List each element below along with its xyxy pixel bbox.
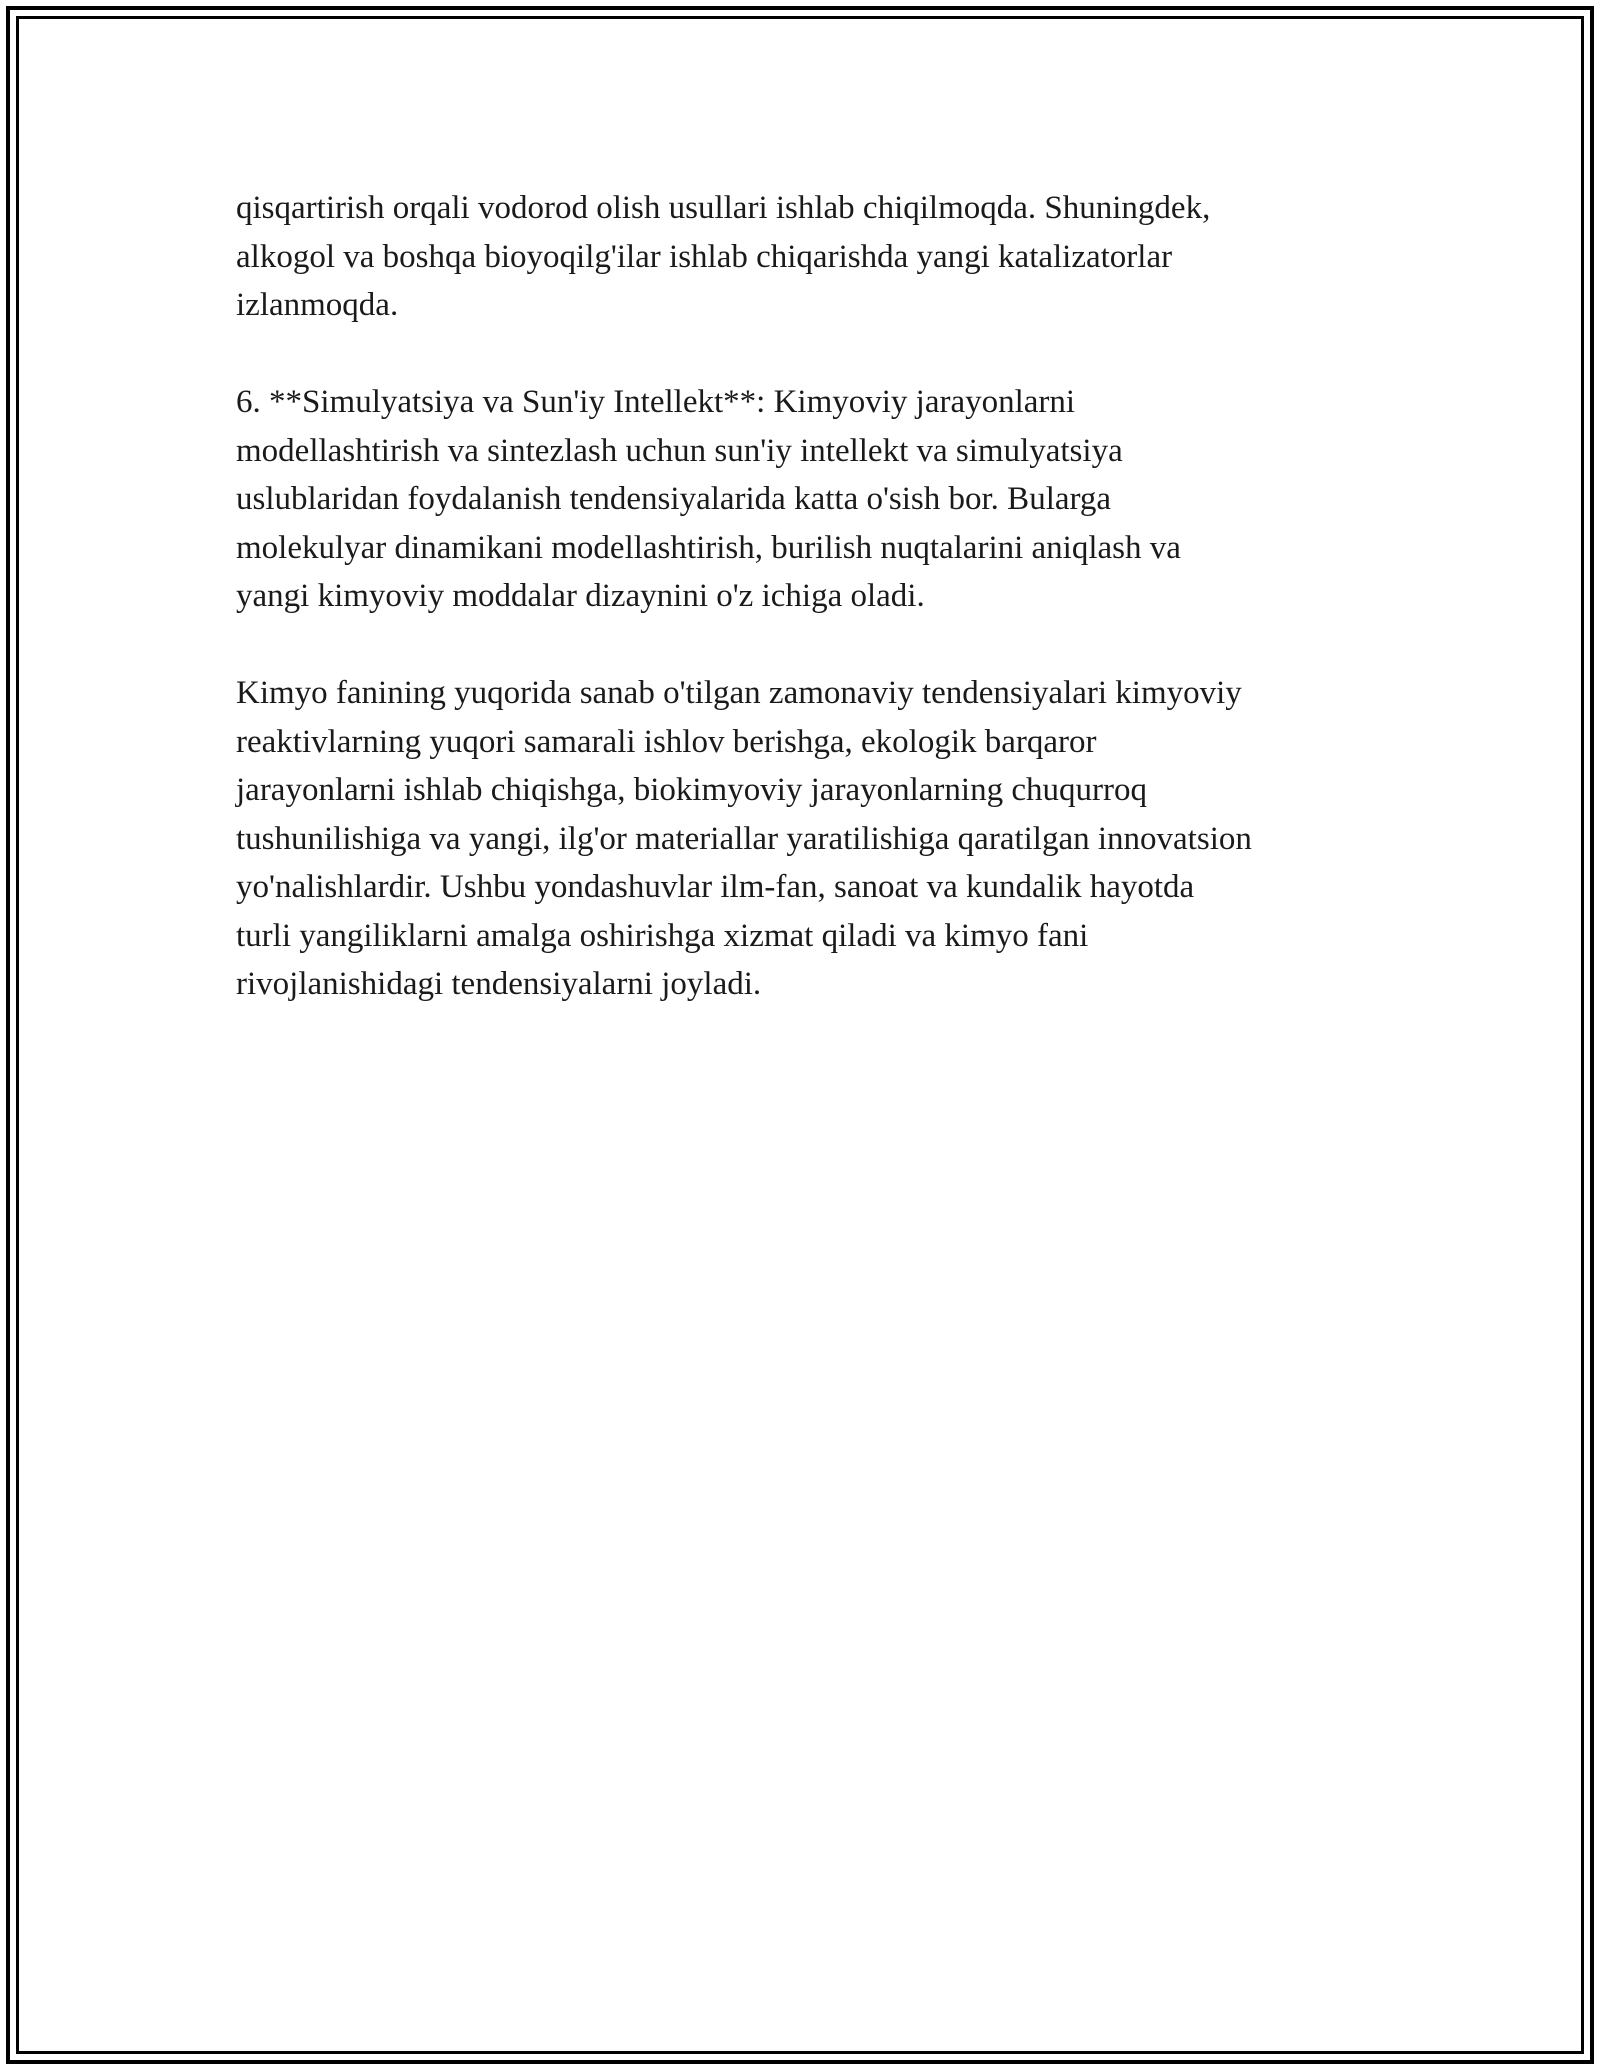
document-body (236, 184, 1386, 1057)
paragraph-conclusion: Kimyo fanining yuqorida sanab o'tilgan zamonaviy tendensiyalari kimyoviy reaktivlarning yuqori samarali ishlov berishga, ekologik barqaror jarayonlarni ishlab chiqishga, biokimyoviy jarayonlarning chuqurroq tushunilishiga va yangi, ilg'or materiallar yaratilishiga qaratilgan innovatsion yo'nalishlardir. Ushbu yondashuvlar ilm-fan, sanoat va kundalik hayotda turli yangiliklarni amalga oshirishga xizmat qiladi va kimyo fani rivojlanishidagi tendensiyalarni joyladi. (236, 675, 1252, 1002)
paragraph-simulation-ai: 6. **Simulyatsiya va Sun'iy Intellekt**: Kimyoviy jarayonlarni modellashtirish va sintezlash uchun sun'iy intellekt va simulyatsiya uslublaridan foydalanish tendensiyalarida katta o'sish bor. Bularga molekulyar dinamikani modellashtirish, burilish nuqtalarini aniqlash va yangi kimyoviy moddalar dizaynini o'z ichiga oladi. (236, 384, 1181, 614)
paragraph-hydrogen-catalysts: qisqartirish orqali vodorod olish usullari ishlab chiqilmoqda. Shuningdek, alkogol va boshqa bioyoqilg'ilar ishlab chiqarishda yangi katalizatorlar izlanmoqda. (236, 190, 1211, 323)
